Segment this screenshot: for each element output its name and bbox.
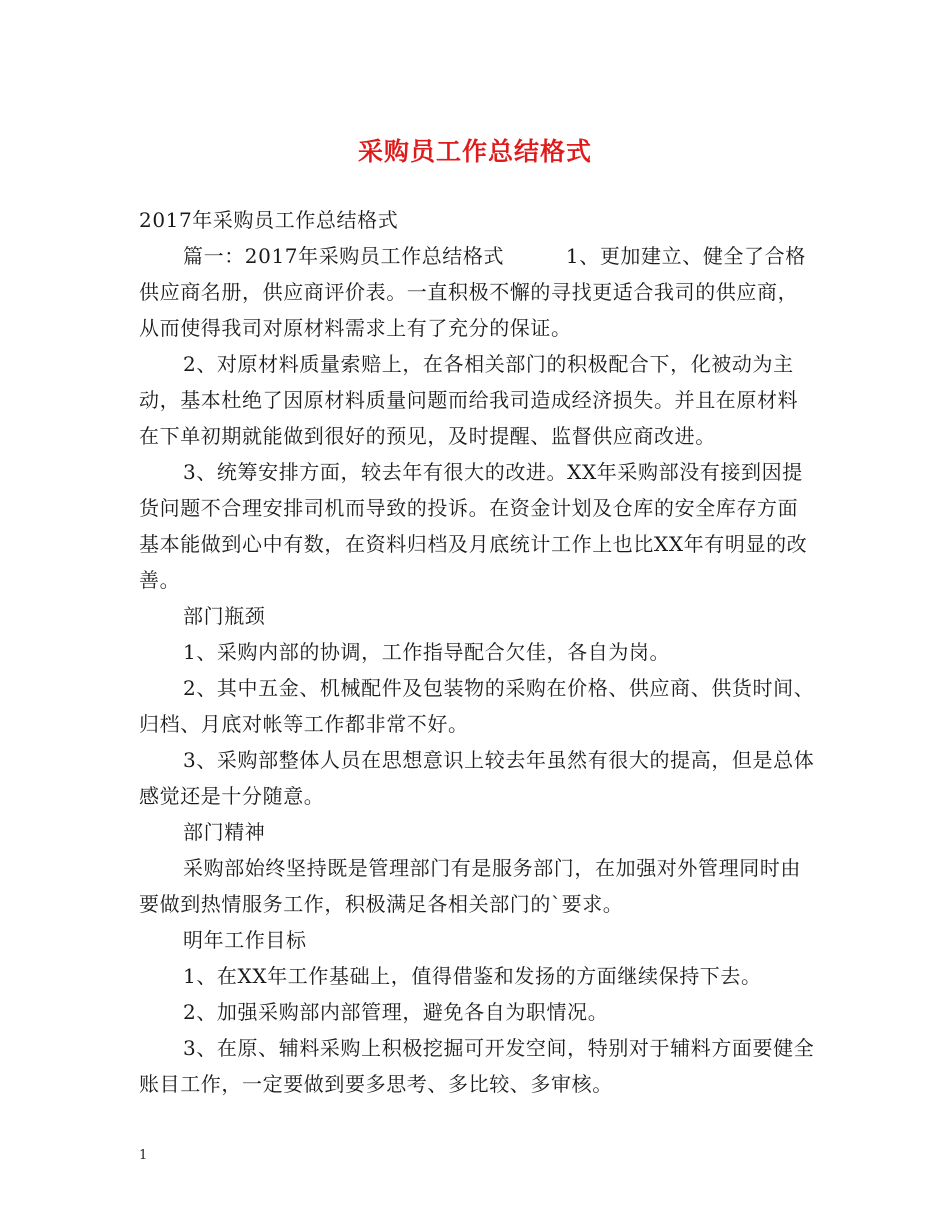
paragraph: 1、在XX年工作基础上，值得借鉴和发扬的方面继续保持下去。 — [183, 964, 762, 988]
paragraph: 2、对原材料质量索赔上，在各相关部门的积极配合下，化被动为主动，基本杜绝了因原材料质量问题而给我司造成经济损失。并且在原材料在下单初期就能做到很好的预见，及时提醒、监督供应商改进。 — [139, 352, 799, 448]
paragraph: 采购部始终坚持既是管理部门有是服务部门，在加强对外管理同时由要做到热情服务工作，积极满足各相关部门的`要求。 — [139, 856, 801, 916]
paragraph: 3、统筹安排方面，较去年有很大的改进。XX年采购部没有接到因提货问题不合理安排司机而导致的投诉。在资金计划及仓库的安全库存方面基本能做到心中有数，在资料归档及月底统计工作上也比XX年有明显的改善。 — [139, 460, 808, 592]
paragraph: 2017年采购员工作总结格式 — [139, 208, 399, 232]
paragraph: 2、加强采购部内部管理，避免各自为职情况。 — [183, 1000, 609, 1024]
section-heading: 明年工作目标 — [183, 928, 307, 952]
paragraph: 篇一：2017年采购员工作总结格式 1、更加建立、健全了合格供应商名册，供应商评价表。一直积极不懈的寻找更适合我司的供应商，从而使得我司对原材料需求上有了充分的保证。 — [139, 244, 806, 340]
paragraph: 3、在原、辅料采购上积极挖掘可开发空间，特别对于辅料方面要健全账目工作，一定要做到要多思考、多比较、多审核。 — [139, 1036, 815, 1096]
section-heading: 部门瓶颈 — [183, 604, 266, 628]
paragraph: 3、采购部整体人员在思想意识上较去年虽然有很大的提高，但是总体感觉还是十分随意。 — [139, 748, 815, 808]
section-heading: 部门精神 — [183, 820, 266, 844]
document-title: 采购员工作总结格式 — [357, 137, 592, 166]
paragraph: 1、采购内部的协调，工作指导配合欠佳，各自为岗。 — [183, 640, 671, 664]
document-body — [139, 202, 815, 1102]
page-number: 1 — [139, 1148, 148, 1163]
paragraph: 2、其中五金、机械配件及包装物的采购在价格、供应商、供货时间、归档、月底对帐等工作都非常不好。 — [139, 676, 815, 736]
